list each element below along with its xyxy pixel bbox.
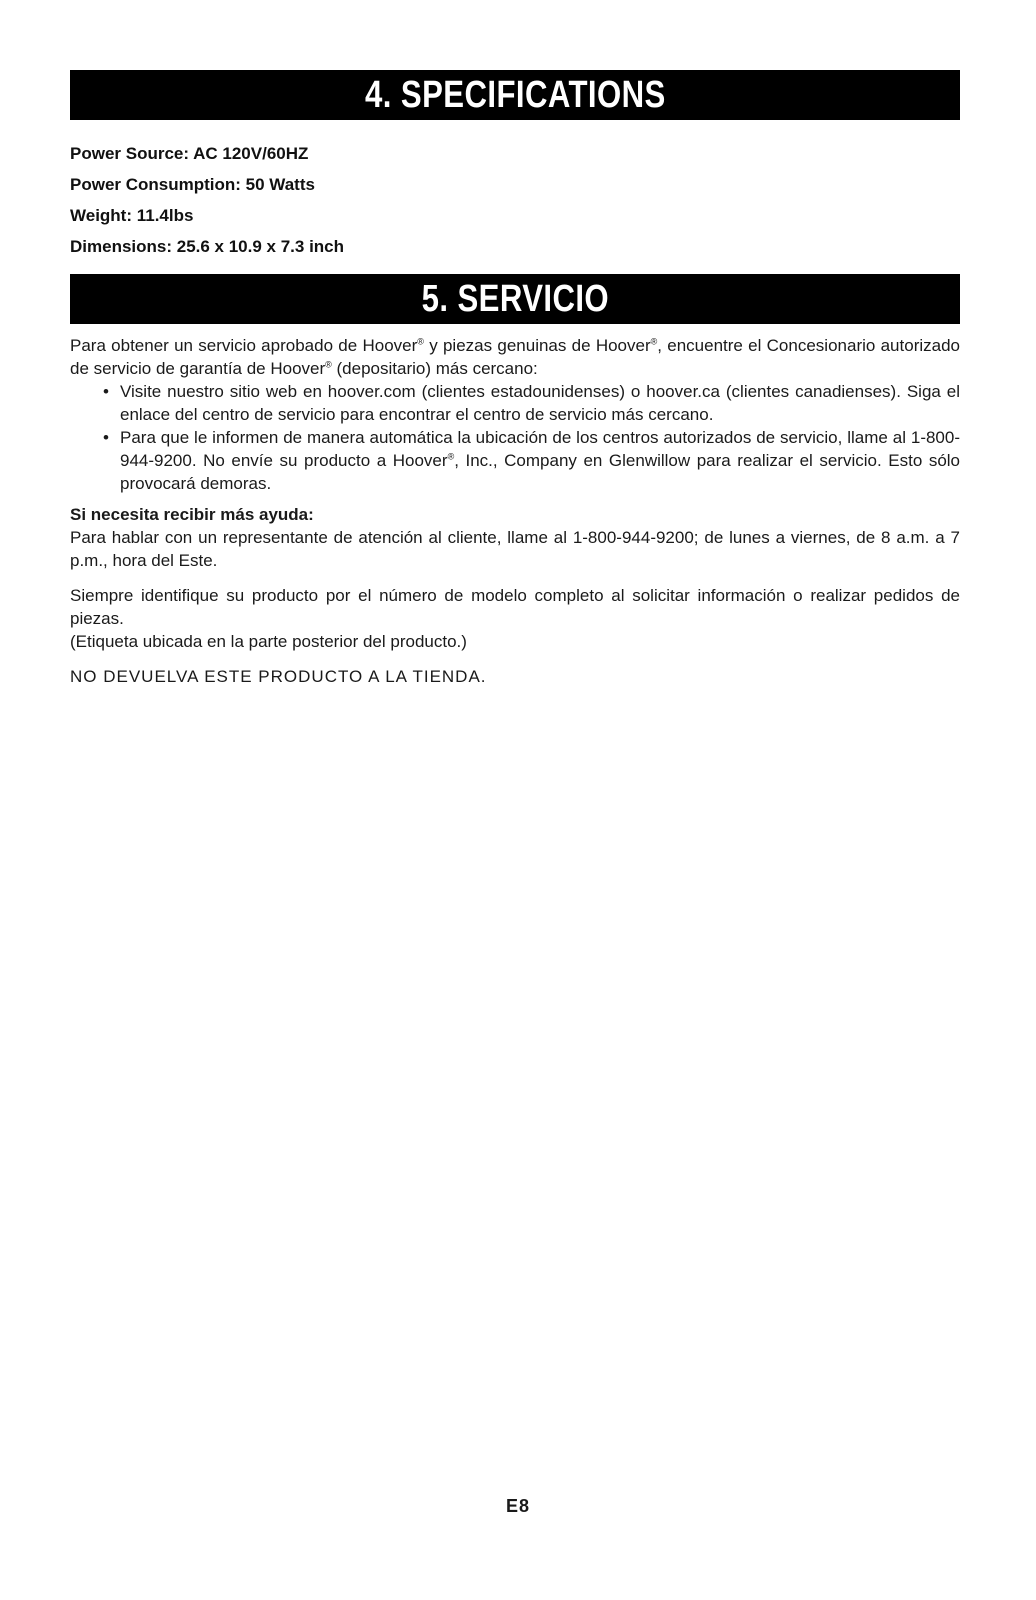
servicio-heading-bar (70, 274, 960, 324)
intro-text-1: Para obtener un servicio aprobado de Hoover (70, 336, 418, 355)
help-title: Si necesita recibir más ayuda: (70, 505, 314, 524)
bullet-text: Para que le informen de manera automática la ubicación de los centros autorizados de servicio, llame al 1-800-944-9200. No envíe su producto a Hoover (120, 428, 960, 470)
specifications-heading: 4. SPECIFICATIONS (364, 73, 666, 116)
specifications-heading-bar (70, 70, 960, 120)
bullet-text-continued: , Inc., Company en Glenwillow para realizar el servicio. Esto sólo provocará demoras. (120, 451, 961, 493)
bullet-icon: • (103, 382, 109, 401)
registered-mark: ® (650, 336, 658, 347)
no-return-notice: NO DEVUELVA ESTE PRODUCTO A LA TIENDA. (70, 667, 487, 686)
servicio-intro-paragraph (70, 334, 960, 380)
service-options-list (70, 380, 960, 495)
page-number: E8 (505, 1496, 531, 1516)
registered-mark: ® (417, 336, 424, 347)
spec-dimensions: Dimensions: 25.6 x 10.9 x 7.3 inch (70, 237, 345, 256)
list-item (70, 426, 960, 495)
bullet-icon: • (103, 428, 109, 447)
spec-power-consumption: Power Consumption: 50 Watts (70, 175, 315, 194)
intro-text-3: , encuentre el Concesionario autorizado de servicio de garantía de Hoover (70, 336, 960, 378)
specifications-list (70, 138, 960, 262)
servicio-heading: 5. SERVICIO (421, 277, 609, 320)
spec-weight: Weight: 11.4lbs (70, 206, 194, 225)
list-item (70, 380, 960, 426)
registered-mark: ® (325, 359, 332, 370)
intro-text-2: y piezas genuinas de Hoover (423, 336, 651, 355)
document-page (70, 70, 960, 688)
label-note: (Etiqueta ubicada en la parte posterior del producto.) (70, 632, 467, 651)
identify-text: Siempre identifique su producto por el número de modelo completo al solicitar información o realizar pedidos de piezas. (70, 586, 960, 628)
intro-text-4: (depositario) más cercano: (331, 359, 538, 378)
help-text: Para hablar con un representante de atención al cliente, llame al 1-800-944-9200; de lunes a viernes, de 8 a.m. a 7 p.m., hora del Este. (70, 528, 960, 570)
bullet-text: Visite nuestro sitio web en hoover.com (clientes estadounidenses) o hoover.ca (clientes canadienses). Siga el enlace del centro de servicio para encontrar el centro de servicio más cercano. (120, 382, 960, 424)
spec-power-source: Power Source: AC 120V/60HZ (70, 144, 309, 163)
registered-mark: ® (447, 451, 455, 462)
